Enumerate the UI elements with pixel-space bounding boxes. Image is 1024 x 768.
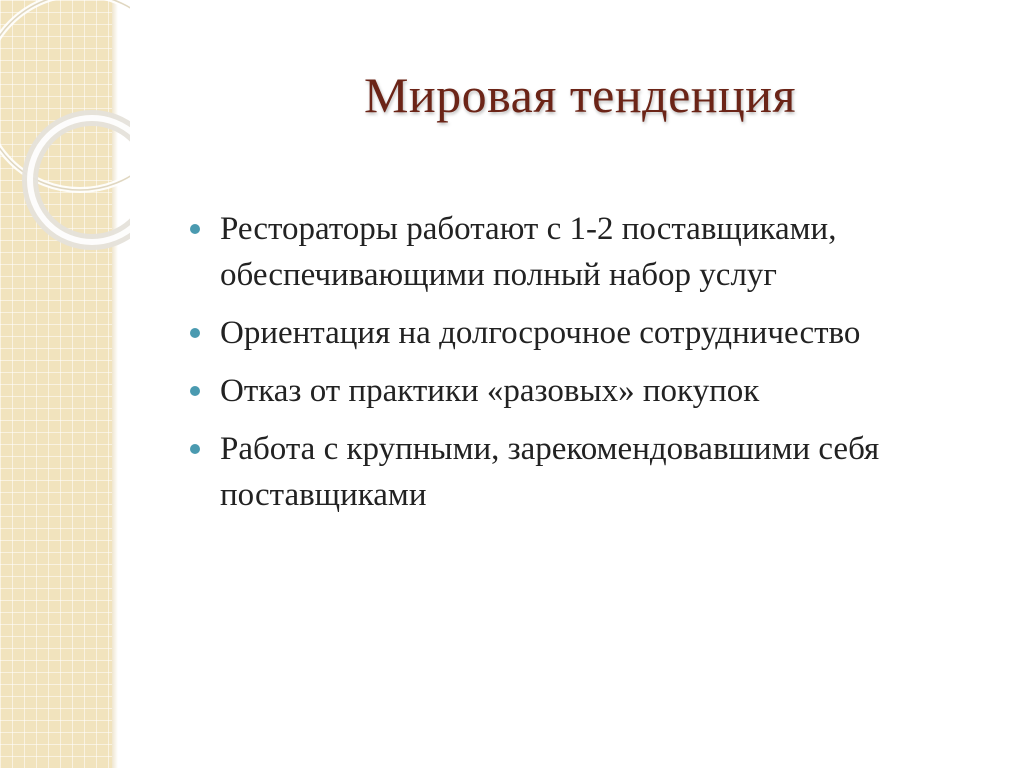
list-item — [190, 310, 1010, 356]
list-item — [190, 206, 1010, 298]
bullet-text: Работа с крупными, зарекомендовавшими себя поставщиками — [220, 431, 880, 513]
dot-bullet-icon — [190, 386, 200, 396]
bullet-text: Рестораторы работают с 1-2 поставщиками, обеспечивающими полный набор услуг — [220, 211, 837, 293]
bullet-list — [190, 206, 1010, 530]
list-item — [190, 368, 1010, 414]
dot-bullet-icon — [190, 444, 200, 454]
ring-decoration-icon — [0, 0, 130, 260]
dot-bullet-icon — [190, 224, 200, 234]
slide-title: Мировая тенденция — [363, 67, 797, 123]
dot-bullet-icon — [190, 328, 200, 338]
bullet-text: Ориентация на долгосрочное сотрудничество — [220, 315, 861, 351]
list-item — [190, 426, 1010, 518]
bullet-text: Отказ от практики «разовых» покупок — [220, 373, 760, 409]
